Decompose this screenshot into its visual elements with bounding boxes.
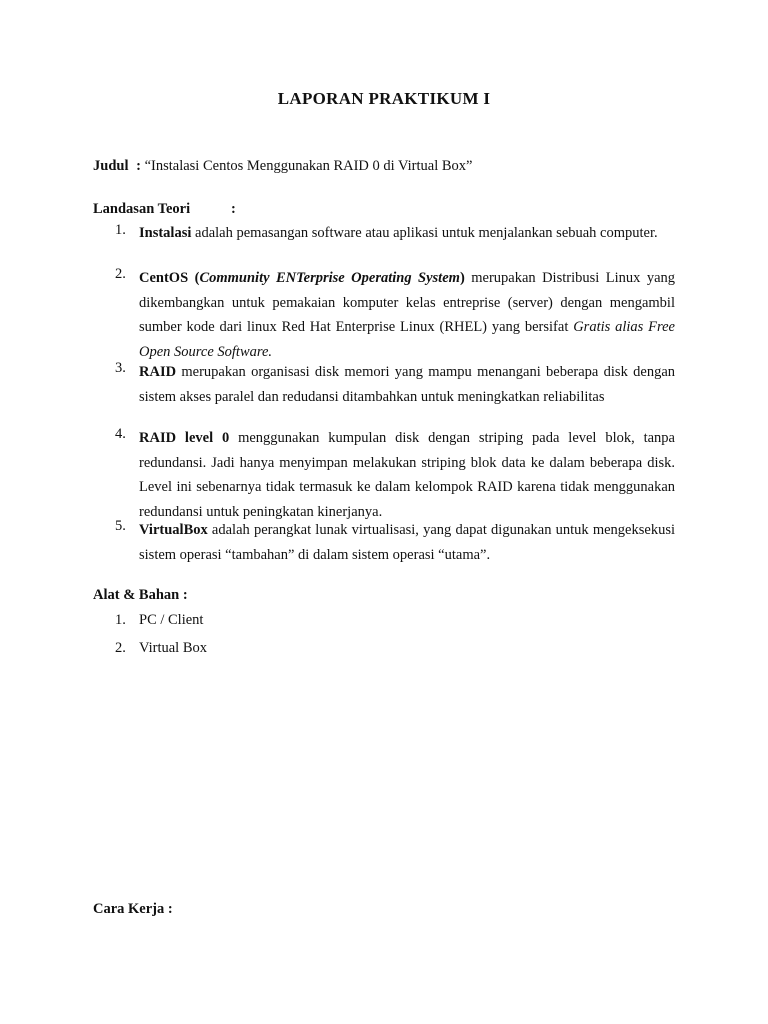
judul-line [93,158,472,175]
term-paren-open: ( [188,270,200,286]
list-item-number: 2. [115,640,126,656]
item-text: menggunakan kumpulan disk dengan striping pada level blok, tanpa redundansi. Jadi hanya menyimpan melakukan striping blok data ke dalam beberapa disk. Level ini sebenarnya tidak termasuk ke dalam kelompok RAID karena tidak menggunakan redundansi untuk peningkatan kinerjanya. [139,430,675,520]
list-item [93,266,675,360]
list-item [93,426,675,518]
term-paren-close: ) [459,270,465,286]
term-centos: CentOS [139,270,189,286]
list-item-number: 3. [115,360,126,376]
list-item-number: 1. [115,612,126,628]
landasan-teori-heading [93,201,236,218]
term-virtualbox: VirtualBox [139,522,208,538]
item-italic-text: Gratis alias Free Open Source Software. [139,319,675,360]
term-centos-expansion: Community ENTerprise Operating System [199,270,460,286]
list-item [93,360,675,426]
judul-value: “Instalasi Centos Menggunakan RAID 0 di Virtual Box” [144,158,473,174]
alat-item-label: PC / Client [139,612,204,628]
term-instalasi: Instalasi [139,225,192,241]
alat-bahan-heading: Alat & Bahan : [93,587,188,603]
judul-colon: : [136,158,141,174]
term-raid: RAID [139,364,177,380]
list-item [93,518,675,567]
item-text: adalah perangkat lunak virtualisasi, yang dapat digunakan untuk mengeksekusi sistem operasi “tambahan” di dalam sistem operasi “utama”. [139,522,675,563]
page-title: LAPORAN PRAKTIKUM I [277,89,491,108]
list-item-number: 2. [115,266,126,282]
item-text: merupakan Distribusi Linux yang dikembangkan untuk pemakaian komputer kelas entreprise (server) dengan mengambil sumber kode dari linux Red Hat Enterprise Linux (RHEL) yang bersifat [139,270,675,335]
list-item-number: 1. [115,222,126,238]
list-item-number: 4. [115,426,126,442]
cara-kerja-heading: Cara Kerja : [93,901,173,917]
term-raid-level-0: RAID level 0 [139,430,230,446]
item-text: merupakan organisasi disk memori yang mampu menangani beberapa disk dengan sistem akses paralel dan redudansi ditambahkan untuk meningkatkan reliabilitas [139,364,675,405]
landasan-teori-label: Landasan Teori [93,201,191,217]
judul-label: Judul [93,158,129,174]
list-item-number: 5. [115,518,126,534]
landasan-teori-colon: : [231,201,236,217]
list-item [93,222,675,266]
landasan-teori-list [93,222,675,567]
item-text: adalah pemasangan software atau aplikasi untuk menjalankan sebuah computer. [191,225,658,241]
alat-item-label: Virtual Box [139,640,207,656]
